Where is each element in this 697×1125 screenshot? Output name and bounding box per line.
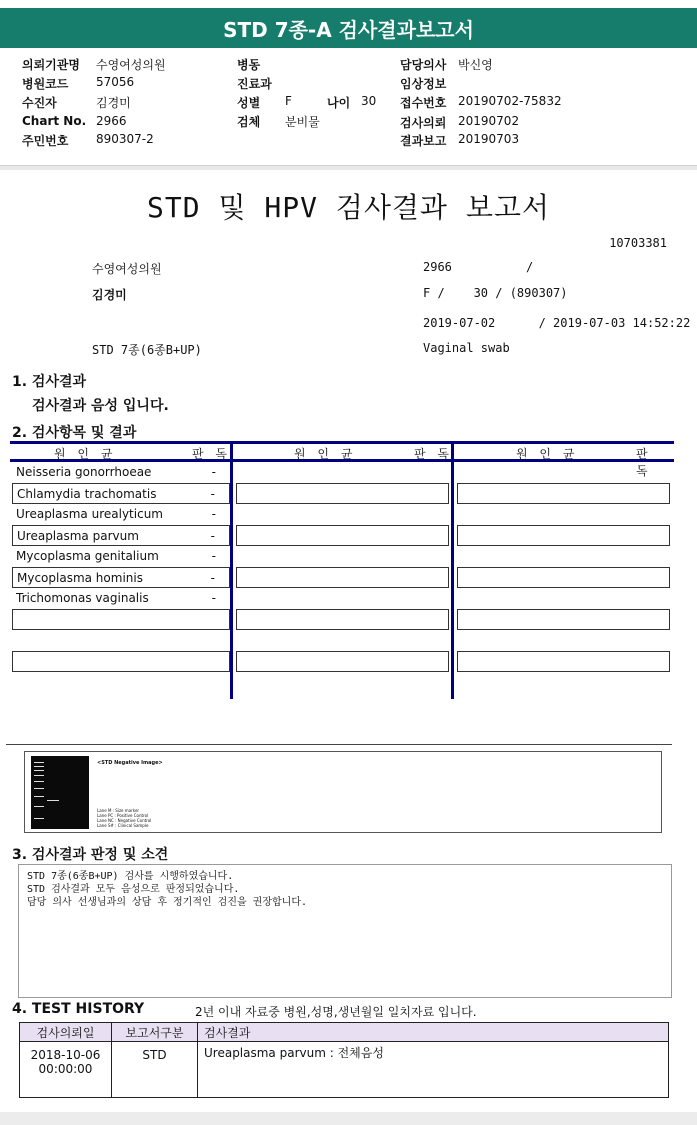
report-date-value: 20190703 — [458, 132, 520, 146]
pathogen-result: - — [210, 571, 215, 585]
document-number: 10703381 — [609, 236, 667, 250]
report-dates: 2019-07-02 / 2019-07-03 14:52:22 — [423, 316, 691, 330]
section-divider — [6, 744, 672, 745]
header-separator — [0, 165, 697, 170]
patient-label: 수진자 — [22, 96, 57, 110]
table-column-divider — [230, 441, 233, 699]
legend-line: Lane NC : Negative Control — [97, 818, 152, 823]
opinion-line: STD 7종(6종B+UP) 검사를 시행하였습니다. — [27, 871, 234, 882]
empty-row — [236, 567, 449, 588]
table-row — [12, 546, 230, 567]
history-col-type: 보고서구분 — [112, 1023, 198, 1042]
col-result-header: 판 독 — [636, 447, 652, 478]
report-date-label: 결과보고 — [400, 134, 447, 148]
col-result-header: 판 독 — [414, 447, 453, 461]
report-title: STD 및 HPV 검사결과 보고서 — [147, 191, 550, 224]
report-header-title: STD 7종-A 검사결과보고서 — [0, 8, 697, 48]
opinion-line: STD 검사결과 모두 음성으로 판정되었습니다. — [27, 884, 240, 895]
request-date-label: 검사의뢰 — [400, 116, 447, 130]
patient-value: 김경미 — [96, 96, 131, 110]
resident-no-label: 주민번호 — [22, 134, 69, 148]
chart-no-value: 2966 — [96, 114, 127, 128]
doctor-value: 박신영 — [458, 58, 493, 72]
age-value: 30 — [361, 94, 377, 108]
gel-image-legend — [97, 808, 151, 828]
table-top-border — [10, 441, 674, 444]
pathogen-result: - — [210, 529, 215, 543]
clinical-info-label: 임상정보 — [400, 77, 447, 91]
pathogen-name: Mycoplasma genitalium — [16, 549, 159, 563]
pathogen-name: Trichomonas vaginalis — [16, 591, 149, 605]
report-specimen: Vaginal swab — [423, 341, 510, 355]
age-label: 나이 — [327, 96, 351, 110]
gel-image-caption: <STD Negative Image> — [97, 760, 163, 766]
gel-image-panel — [24, 751, 662, 833]
sex-value: F — [285, 94, 292, 108]
specimen-label: 검체 — [237, 115, 261, 129]
test-items-table — [10, 441, 674, 699]
specimen-value: 분비물 — [285, 115, 320, 129]
section1-heading: 1. 검사결과 — [12, 374, 87, 390]
section2-heading: 2. 검사항목 및 결과 — [12, 425, 137, 441]
table-row — [20, 1042, 669, 1098]
history-date-cell — [20, 1042, 112, 1098]
empty-row — [457, 567, 670, 588]
history-type: STD — [112, 1042, 198, 1098]
pathogen-name: Neisseria gonorrhoeae — [16, 465, 152, 479]
receipt-no-value: 20190702-75832 — [458, 94, 562, 108]
report-patient-name: 김경미 — [92, 288, 127, 302]
section4-heading: 4. TEST HISTORY — [12, 1001, 145, 1017]
pathogen-name: Ureaplasma urealyticum — [16, 507, 163, 521]
pathogen-name: Ureaplasma parvum — [17, 529, 139, 543]
legend-line: Lane PC : Positive Control — [97, 813, 149, 818]
hospital-label: 의뢰기관명 — [22, 58, 80, 72]
footer-separator — [0, 1112, 697, 1125]
history-col-date: 검사의뢰일 — [20, 1023, 112, 1042]
legend-line: Lane M : Size marker — [97, 808, 140, 813]
table-row — [12, 504, 230, 525]
empty-row — [457, 483, 670, 504]
pathogen-result: - — [210, 487, 215, 501]
empty-row — [236, 525, 449, 546]
report-chart-slash: / — [526, 260, 534, 274]
chart-no-label: Chart No. — [22, 114, 87, 128]
table-row — [12, 525, 230, 546]
pathogen-result: - — [211, 549, 216, 563]
report-chart-no: 2966 — [423, 260, 452, 274]
hospital-code-label: 병원코드 — [22, 77, 69, 91]
empty-row — [236, 483, 449, 504]
pathogen-name: Chlamydia trachomatis — [17, 487, 157, 501]
pathogen-result: - — [211, 507, 216, 521]
report-sex-age: F / 30 / (890307) — [423, 286, 568, 300]
report-test-name: STD 7종(6종B+UP) — [92, 343, 202, 357]
history-date: 2018-10-06 — [30, 1048, 101, 1062]
empty-row — [12, 609, 230, 630]
empty-row — [236, 609, 449, 630]
empty-row — [12, 651, 230, 672]
col-pathogen-header: 원 인 균 — [294, 447, 357, 461]
col-result-header: 판 독 — [192, 447, 231, 461]
empty-row — [236, 651, 449, 672]
receipt-no-label: 접수번호 — [400, 96, 447, 110]
history-result: Ureaplasma parvum : 전체음성 — [198, 1042, 669, 1098]
history-time: 00:00:00 — [38, 1062, 93, 1076]
table-row — [12, 567, 230, 588]
resident-no-value: 890307-2 — [96, 132, 154, 146]
legend-line: Lane S# : Clinical Sample — [97, 823, 149, 828]
sex-label: 성별 — [237, 96, 261, 110]
result-summary: 검사결과 음성 입니다. — [32, 398, 169, 414]
table-row — [12, 483, 230, 504]
department-label: 진료과 — [237, 77, 272, 91]
pathogen-result: - — [211, 591, 216, 605]
empty-row — [457, 609, 670, 630]
col-pathogen-header: 원 인 균 — [516, 447, 579, 461]
history-table — [19, 1022, 669, 1098]
section3-heading: 3. 검사결과 판정 및 소견 — [12, 847, 169, 863]
history-col-result: 검사결과 — [198, 1023, 669, 1042]
hospital-code-value: 57056 — [96, 75, 135, 89]
doctor-label: 담당의사 — [400, 58, 447, 72]
ward-label: 병동 — [237, 58, 261, 72]
request-date-value: 20190702 — [458, 114, 520, 128]
col-pathogen-header: 원 인 균 — [54, 447, 117, 461]
table-row — [12, 588, 230, 609]
gel-electrophoresis-image — [31, 756, 89, 829]
opinion-box — [18, 864, 672, 998]
history-note: 2년 이내 자료중 병원,성명,생년월일 일치자료 입니다. — [195, 1005, 477, 1019]
pathogen-result: - — [211, 465, 216, 479]
empty-row — [457, 525, 670, 546]
hospital-value: 수영여성의원 — [96, 58, 166, 72]
table-row — [12, 462, 230, 483]
opinion-line: 담당 의사 선생님과의 상담 후 정기적인 검진을 권장합니다. — [27, 897, 308, 908]
pathogen-name: Mycoplasma hominis — [17, 571, 143, 585]
table-column-divider — [451, 441, 454, 699]
report-hospital: 수영여성의원 — [92, 262, 162, 276]
empty-row — [457, 651, 670, 672]
